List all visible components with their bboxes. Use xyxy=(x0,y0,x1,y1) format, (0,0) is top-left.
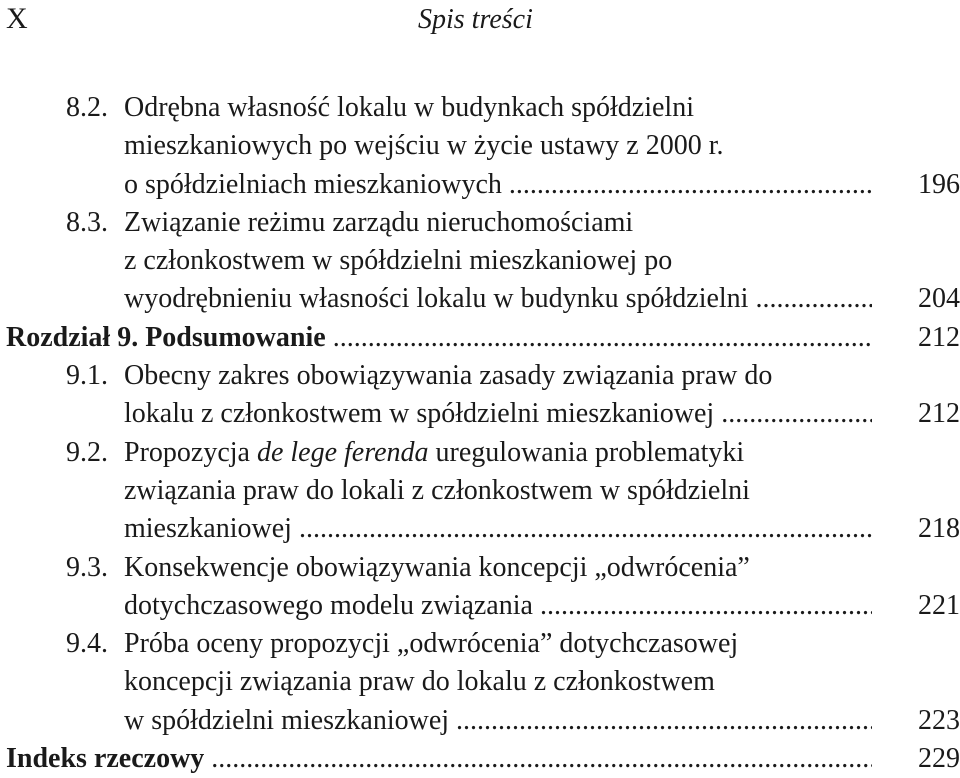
section-number: 9.3. xyxy=(66,551,108,583)
section-title-line xyxy=(124,434,744,472)
section-number: 8.2. xyxy=(66,92,108,123)
section-number: 9.1. xyxy=(66,360,108,392)
page-reference: 229 xyxy=(918,743,960,775)
page-reference: 196 xyxy=(918,168,960,200)
section-title-line: o spółdzielniach mieszkaniowych xyxy=(124,168,502,200)
dot-leader xyxy=(124,280,872,318)
section-title-line: w spółdzielni mieszkaniowej xyxy=(124,704,450,736)
page-reference: 223 xyxy=(918,704,960,736)
toc-entry-8-3-line-2 xyxy=(0,242,960,280)
dot-leader xyxy=(124,702,872,740)
page-reference: 218 xyxy=(918,513,960,545)
page-number: X xyxy=(6,2,28,35)
toc-entry-9-3-line-1 xyxy=(0,549,960,587)
section-title-line: związania praw do lokali z członkostwem w spółdzielni xyxy=(124,474,750,506)
toc-entry-9-4-line-2 xyxy=(0,663,960,701)
toc-entry-9-2-line-1 xyxy=(0,434,960,472)
page-reference: 204 xyxy=(918,283,960,315)
title-text: uregulowania problematyki xyxy=(428,436,745,468)
section-number: 9.4. xyxy=(66,628,108,660)
section-title-line: Odrębna własność lokalu w budynkach spółdzielni xyxy=(124,92,694,123)
section-title-line: Konsekwencje obowiązywania koncepcji „odwrócenia” xyxy=(124,551,750,583)
running-title: Spis treści xyxy=(418,4,533,35)
section-title-line: Próba oceny propozycji „odwrócenia” dotychczasowej xyxy=(124,628,739,660)
section-title-line: koncepcji związania praw do lokalu z członkostwem xyxy=(124,666,715,698)
section-title-line: wyodrębnieniu własności lokalu w budynku spółdzielni xyxy=(124,283,749,315)
section-title-line: lokalu z członkostwem w spółdzielni mieszkaniowej xyxy=(124,398,715,430)
toc-entry-9-2-line-3 xyxy=(0,510,960,548)
toc-entry-9-1-line-2 xyxy=(0,395,960,433)
section-title-line: Związanie reżimu zarządu nieruchomościami xyxy=(124,206,634,238)
latin-phrase: de lege ferenda xyxy=(256,436,429,468)
section-number: 8.3. xyxy=(66,206,108,238)
dot-leader xyxy=(124,166,872,204)
section-title-line: Obecny zakres obowiązywania zasady związania praw do xyxy=(124,360,773,392)
toc-entry-9-1-line-1 xyxy=(0,357,960,395)
page-reference: 221 xyxy=(918,589,960,621)
dot-leader xyxy=(6,740,872,778)
chapter-title: Rozdział 9. Podsumowanie xyxy=(6,321,326,353)
toc-entry-9-3-line-2 xyxy=(0,587,960,625)
table-of-contents xyxy=(0,89,960,778)
toc-index xyxy=(0,740,960,778)
toc-entry-9-4-line-1 xyxy=(0,625,960,663)
title-text: Propozycja xyxy=(124,436,257,468)
toc-chapter-9 xyxy=(0,319,960,357)
dot-leader xyxy=(6,319,872,357)
index-title: Indeks rzeczowy xyxy=(6,743,205,775)
toc-entry-9-2-line-2 xyxy=(0,472,960,510)
dot-leader xyxy=(124,395,872,433)
toc-entry-8-2-line-3 xyxy=(0,166,960,204)
dot-leader xyxy=(124,510,872,548)
toc-entry-8-2-line-1 xyxy=(0,89,960,127)
section-number: 9.2. xyxy=(66,436,108,468)
toc-entry-8-3-line-1 xyxy=(0,204,960,242)
section-title-line: mieszkaniowej xyxy=(124,513,292,545)
dot-leader xyxy=(124,587,872,625)
page-reference: 212 xyxy=(918,398,960,430)
toc-entry-9-4-line-3 xyxy=(0,702,960,740)
toc-entry-8-3-line-3 xyxy=(0,280,960,318)
section-title-line: dotychczasowego modelu związania xyxy=(124,589,533,621)
toc-entry-8-2-line-2 xyxy=(0,127,960,165)
section-title-line: z członkostwem w spółdzielni mieszkaniowej po xyxy=(124,245,673,277)
page-reference: 212 xyxy=(918,321,960,353)
section-title-line: mieszkaniowych po wejściu w życie ustawy z 2000 r. xyxy=(124,130,724,162)
